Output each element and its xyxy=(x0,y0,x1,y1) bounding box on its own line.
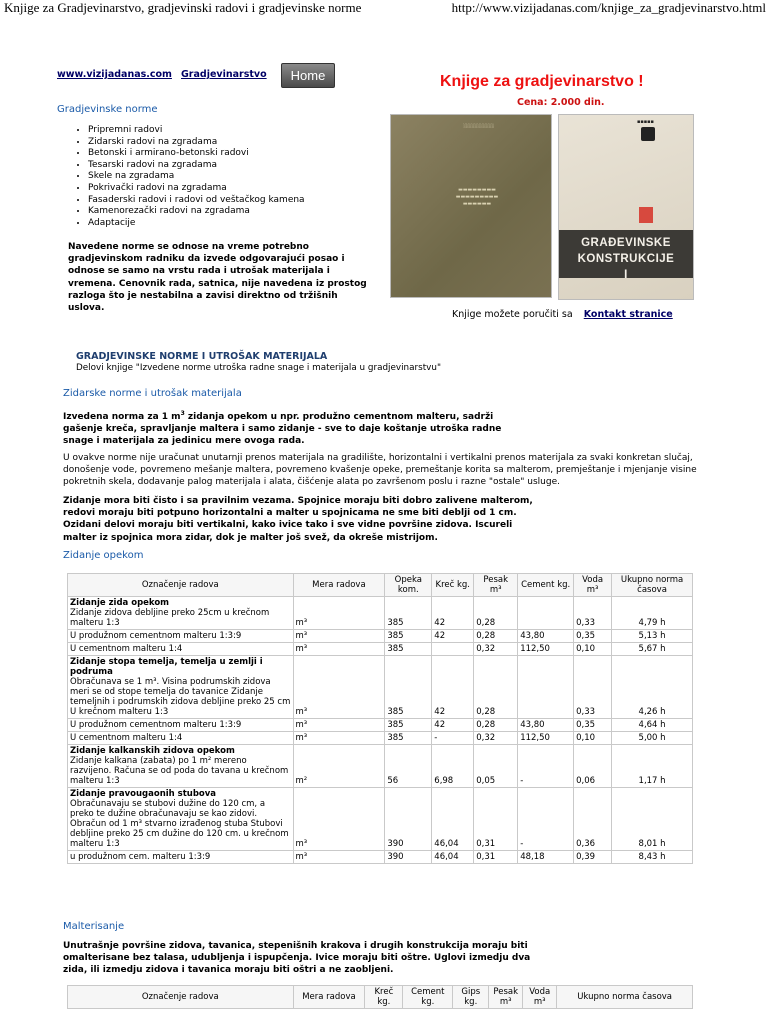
cell-pesak: 0,28 xyxy=(474,597,518,630)
table-malterisanje xyxy=(67,985,693,1009)
cell-description xyxy=(68,643,294,656)
cell-krec: 42 xyxy=(432,630,474,643)
cell-voda: 0,10 xyxy=(574,643,612,656)
list-item[interactable]: • Kamenorezački radovi na zgradama xyxy=(88,206,305,218)
cell-krec: 46,04 xyxy=(432,851,474,864)
table-row xyxy=(68,643,693,656)
col-header: Voda m³ xyxy=(523,986,557,1009)
col-header: Kreč kg. xyxy=(432,574,474,597)
cell-voda: 0,35 xyxy=(574,630,612,643)
order-text: Knjige možete poručiti sa xyxy=(452,309,573,320)
row-description: U produžnom cementnom malteru 1:3:9 xyxy=(70,720,242,730)
table-row xyxy=(68,719,693,732)
table-header-row xyxy=(68,986,693,1009)
cell-pesak: 0,05 xyxy=(474,745,518,788)
col-header: Kreč kg. xyxy=(365,986,403,1009)
table-row xyxy=(68,597,693,630)
cell-cement xyxy=(518,656,574,719)
book2-title-line1: GRAĐEVINSKE xyxy=(581,237,671,249)
cell-mera: m³ xyxy=(293,719,385,732)
cell-cement xyxy=(518,597,574,630)
para-malterisanje: Unutrašnje površine zidova, tavanica, stepenišnih krakova i drugih konstrukcija moraju biti omalterisane bez talasa, udubljenja i ispupčenja. Ivice moraju biti oštre. Uglovi izmedju dva zida, ili izmedju zidova i tavanica moraju biti oštri a ne zaobljeni. xyxy=(63,941,531,976)
cell-voda: 0,36 xyxy=(574,788,612,851)
cell-pesak: 0,32 xyxy=(474,732,518,745)
col-header: Ukupno norma časova xyxy=(557,986,693,1009)
col-header: Pesak m³ xyxy=(474,574,518,597)
cell-pesak: 0,28 xyxy=(474,719,518,732)
book2-red-square xyxy=(639,207,653,223)
cell-description xyxy=(68,597,294,630)
book1-cover-header: ░░░░░░░░░░ xyxy=(463,123,495,128)
cell-voda: 0,39 xyxy=(574,851,612,864)
book2-publisher: ▪▪▪▪▪ xyxy=(637,119,654,125)
row-category: Zidanje pravougaonih stubova xyxy=(70,789,217,799)
cell-mera: m³ xyxy=(293,851,385,864)
cell-norma: 4,64 h xyxy=(612,719,693,732)
cell-voda: 0,10 xyxy=(574,732,612,745)
cell-krec: 42 xyxy=(432,597,474,630)
cell-norma: 5,67 h xyxy=(612,643,693,656)
row-description: U produžnom cementnom malteru 1:3:9 xyxy=(70,631,242,641)
col-header: Označenje radova xyxy=(68,574,294,597)
cell-norma: 8,43 h xyxy=(612,851,693,864)
cell-description xyxy=(68,732,294,745)
para-norma xyxy=(63,408,513,448)
list-item[interactable]: • Fasaderski radovi i radovi od veštačkog kamena xyxy=(88,195,305,207)
para1-start: Izvedena norma za 1 m xyxy=(63,412,181,422)
cell-krec: 6,98 xyxy=(432,745,474,788)
list-item[interactable]: • Pokrivački radovi na zgradama xyxy=(88,183,305,195)
list-item[interactable]: • Zidarski radovi na zgradama xyxy=(88,137,305,149)
cell-krec xyxy=(432,643,474,656)
cell-opeka: 385 xyxy=(385,643,432,656)
row-description: U cementnom malteru 1:4 xyxy=(70,733,183,743)
row-description: Obračunava se 1 m³. Visina podrumskih zidova meri se od stope temelja do tavanice Zidanje temeljnih i podrumskih zidova debljine preko 25 cm U krečnom malteru 1:3 xyxy=(70,677,291,717)
norms-list xyxy=(70,125,305,229)
cell-norma: 8,01 h xyxy=(612,788,693,851)
para1-sup: 3 xyxy=(180,410,185,417)
cell-cement: 48,18 xyxy=(518,851,574,864)
row-description: Obračunavaju se stubovi dužine do 120 cm, a preko te dužine obračunavaju se kao zidovi. Obračun od 1 m³ stvarno izrađenog stuba Stubovi debljine preko 25 cm dužine do 120 cm. u krečnom malteru 1:3 xyxy=(70,799,289,849)
print-page-url: http://www.vizijadanas.com/knjige_za_gradjevinarstvo.html xyxy=(451,0,766,15)
para1-rest: zidanja opekom u npr. produžno cementnom malteru, sadrži gašenje kreča, spravljanje maltera i samo zidanje - sve to daje koštanje utroška radne snage i materijala za jedinicu mere ovoga rada. xyxy=(63,412,502,447)
cell-opeka: 390 xyxy=(385,851,432,864)
cell-norma: 1,17 h xyxy=(612,745,693,788)
list-item[interactable]: • Tesarski radovi na zgradama xyxy=(88,160,305,172)
cell-description xyxy=(68,851,294,864)
order-line xyxy=(452,309,673,320)
cell-mera: m³ xyxy=(293,656,385,719)
table-row xyxy=(68,630,693,643)
table-row xyxy=(68,656,693,719)
col-header: Mera radova xyxy=(293,986,365,1009)
cell-mera: m³ xyxy=(293,630,385,643)
cell-krec: 42 xyxy=(432,719,474,732)
book2-title-line2: KONSTRUKCIJE xyxy=(577,253,675,265)
col-header: Gips kg. xyxy=(453,986,489,1009)
cell-description xyxy=(68,630,294,643)
contact-link[interactable]: Kontakt stranice xyxy=(583,309,673,320)
price-label: Cena: 2.000 din. xyxy=(517,97,605,108)
row-description: u produžnom cem. malteru 1:3:9 xyxy=(70,852,211,862)
cell-norma: 4,79 h xyxy=(612,597,693,630)
cell-cement: 112,50 xyxy=(518,732,574,745)
table-row xyxy=(68,745,693,788)
cell-opeka: 385 xyxy=(385,656,432,719)
cell-opeka: 390 xyxy=(385,788,432,851)
cell-mera: m³ xyxy=(293,643,385,656)
site-link[interactable]: www.vizijadanas.com xyxy=(57,69,172,80)
para-quality: Zidanje mora biti čisto i sa pravilnim vezama. Spojnice moraju biti dobro zalivene malterom, redovi moraju biti potpuno horizontalni a malter u spojnicama ne sme biti deblji od 1 cm. Ozidani delovi moraju biti vertikalni, kako ivice tako i sve vidne površine zidova. Iscureli malter iz spojnica mora zidar, dok je malter još svež, da okreše mistrijom. xyxy=(63,496,533,543)
cell-opeka: 385 xyxy=(385,630,432,643)
list-item[interactable]: • Pripremni radovi xyxy=(88,125,305,137)
cell-voda: 0,35 xyxy=(574,719,612,732)
row-description: Zidanje kalkana (zabata) po 1 m² mereno razvijeno. Računa se od poda do tavana u krečnom malteru 1:3 xyxy=(70,756,289,786)
cell-voda: 0,06 xyxy=(574,745,612,788)
section-zidanje-opekom: Zidanje opekom xyxy=(63,550,144,561)
cell-krec: - xyxy=(432,732,474,745)
section-malterisanje: Malterisanje xyxy=(63,921,125,932)
col-header: Označenje radova xyxy=(68,986,294,1009)
cell-cement: - xyxy=(518,745,574,788)
col-header: Opeka kom. xyxy=(385,574,432,597)
cell-pesak: 0,31 xyxy=(474,851,518,864)
cell-pesak: 0,32 xyxy=(474,643,518,656)
home-button[interactable]: Home xyxy=(281,63,335,88)
table-row xyxy=(68,851,693,864)
book2-title-line3: I xyxy=(624,269,628,281)
row-category: Zidanje kalkanskih zidova opekom xyxy=(70,746,235,756)
list-item[interactable]: • Adaptacije xyxy=(88,218,305,230)
cell-norma: 5,00 h xyxy=(612,732,693,745)
cell-mera: m² xyxy=(293,745,385,788)
cell-cement: 43,80 xyxy=(518,719,574,732)
table-row xyxy=(68,732,693,745)
row-category: Zidanje stopa temelja, temelja u zemlji i podruma xyxy=(70,657,263,677)
cell-description xyxy=(68,656,294,719)
col-header: Ukupno norma časova xyxy=(612,574,693,597)
list-item[interactable]: • Betonski i armirano-betonski radovi xyxy=(88,148,305,160)
list-item[interactable]: • Skele na zgradama xyxy=(88,171,305,183)
norms-note: Navedene norme se odnose na vreme potrebno gradjevinskom radniku da izvede odgovarajući posao i odnose se samo na vrstu rada i utrošak materijala i vremena. Cenovnik rada, satnica, nije navedena iz prostog razloga što je nestabilna a zavisi direktno od tržišnih uslova. xyxy=(68,242,367,314)
cell-opeka: 385 xyxy=(385,732,432,745)
table-row xyxy=(68,788,693,851)
cell-description xyxy=(68,788,294,851)
cell-cement: 112,50 xyxy=(518,643,574,656)
main-heading: GRADJEVINSKE NORME I UTROŠAK MATERIJALA xyxy=(76,351,328,362)
row-description: Zidanje zidova debljine preko 25cm u krečnom malteru 1:3 xyxy=(70,608,270,628)
section-link[interactable]: Gradjevinarstvo xyxy=(181,69,267,80)
cell-description xyxy=(68,719,294,732)
table-header-row xyxy=(68,574,693,597)
cell-mera: m³ xyxy=(293,597,385,630)
cell-opeka: 56 xyxy=(385,745,432,788)
col-header: Cement kg. xyxy=(518,574,574,597)
row-category: Zidanje zida opekom xyxy=(70,598,170,608)
shop-title: Knjige za gradjevinarstvo ! xyxy=(440,73,644,90)
cell-krec: 46,04 xyxy=(432,788,474,851)
cell-pesak: 0,28 xyxy=(474,630,518,643)
col-header: Cement kg. xyxy=(403,986,453,1009)
main-subheading: Delovi knjige "Izvedene norme utroška radne snage i materijala u gradjevinarstvu" xyxy=(76,363,442,373)
print-page-title: Knjige za Gradjevinarstvo, gradjevinski radovi i gradjevinske norme xyxy=(4,0,362,15)
book1-cover-title: ▬▬▬▬▬▬▬▬ ▬▬▬▬▬▬▬▬▬ ▬▬▬▬▬▬ xyxy=(455,187,499,207)
cell-mera: m³ xyxy=(293,788,385,851)
book-cover-image-1[interactable] xyxy=(390,114,552,298)
col-header: Mera radova xyxy=(293,574,385,597)
table-zidanje-opekom xyxy=(67,573,693,864)
section-zidarske: Zidarske norme i utrošak materijala xyxy=(63,388,242,399)
cell-pesak: 0,31 xyxy=(474,788,518,851)
cell-norma: 4,26 h xyxy=(612,656,693,719)
cell-opeka: 385 xyxy=(385,597,432,630)
col-header: Pesak m³ xyxy=(489,986,523,1009)
row-description: U cementnom malteru 1:4 xyxy=(70,644,183,654)
cell-cement: - xyxy=(518,788,574,851)
norms-heading: Gradjevinske norme xyxy=(57,104,158,115)
col-header: Voda m³ xyxy=(574,574,612,597)
cell-pesak: 0,28 xyxy=(474,656,518,719)
cell-voda: 0,33 xyxy=(574,597,612,630)
book-cover-image-2[interactable] xyxy=(558,114,694,300)
cell-mera: m³ xyxy=(293,732,385,745)
cell-norma: 5,13 h xyxy=(612,630,693,643)
para-exclusions: U ovakve norme nije uračunat unutarnji prenos materijala na gradilište, horizontalni i vertikalni prenos materijala za svaki konkretan slučaj, donošenje vode, povremeno mešanje maltera, povremeno kvašenje opeke, premeštanje korita sa malterom, premještanje i mjenjanje visine pokretnih skela, dodavanje palog materijala i alata, čišćenje alata po završenom poslu i razne "ostale" usluge. xyxy=(63,453,697,488)
cell-voda: 0,33 xyxy=(574,656,612,719)
cell-cement: 43,80 xyxy=(518,630,574,643)
cell-opeka: 385 xyxy=(385,719,432,732)
cell-krec: 42 xyxy=(432,656,474,719)
book2-title xyxy=(559,235,693,283)
book2-emblem-icon xyxy=(641,127,655,141)
cell-description xyxy=(68,745,294,788)
